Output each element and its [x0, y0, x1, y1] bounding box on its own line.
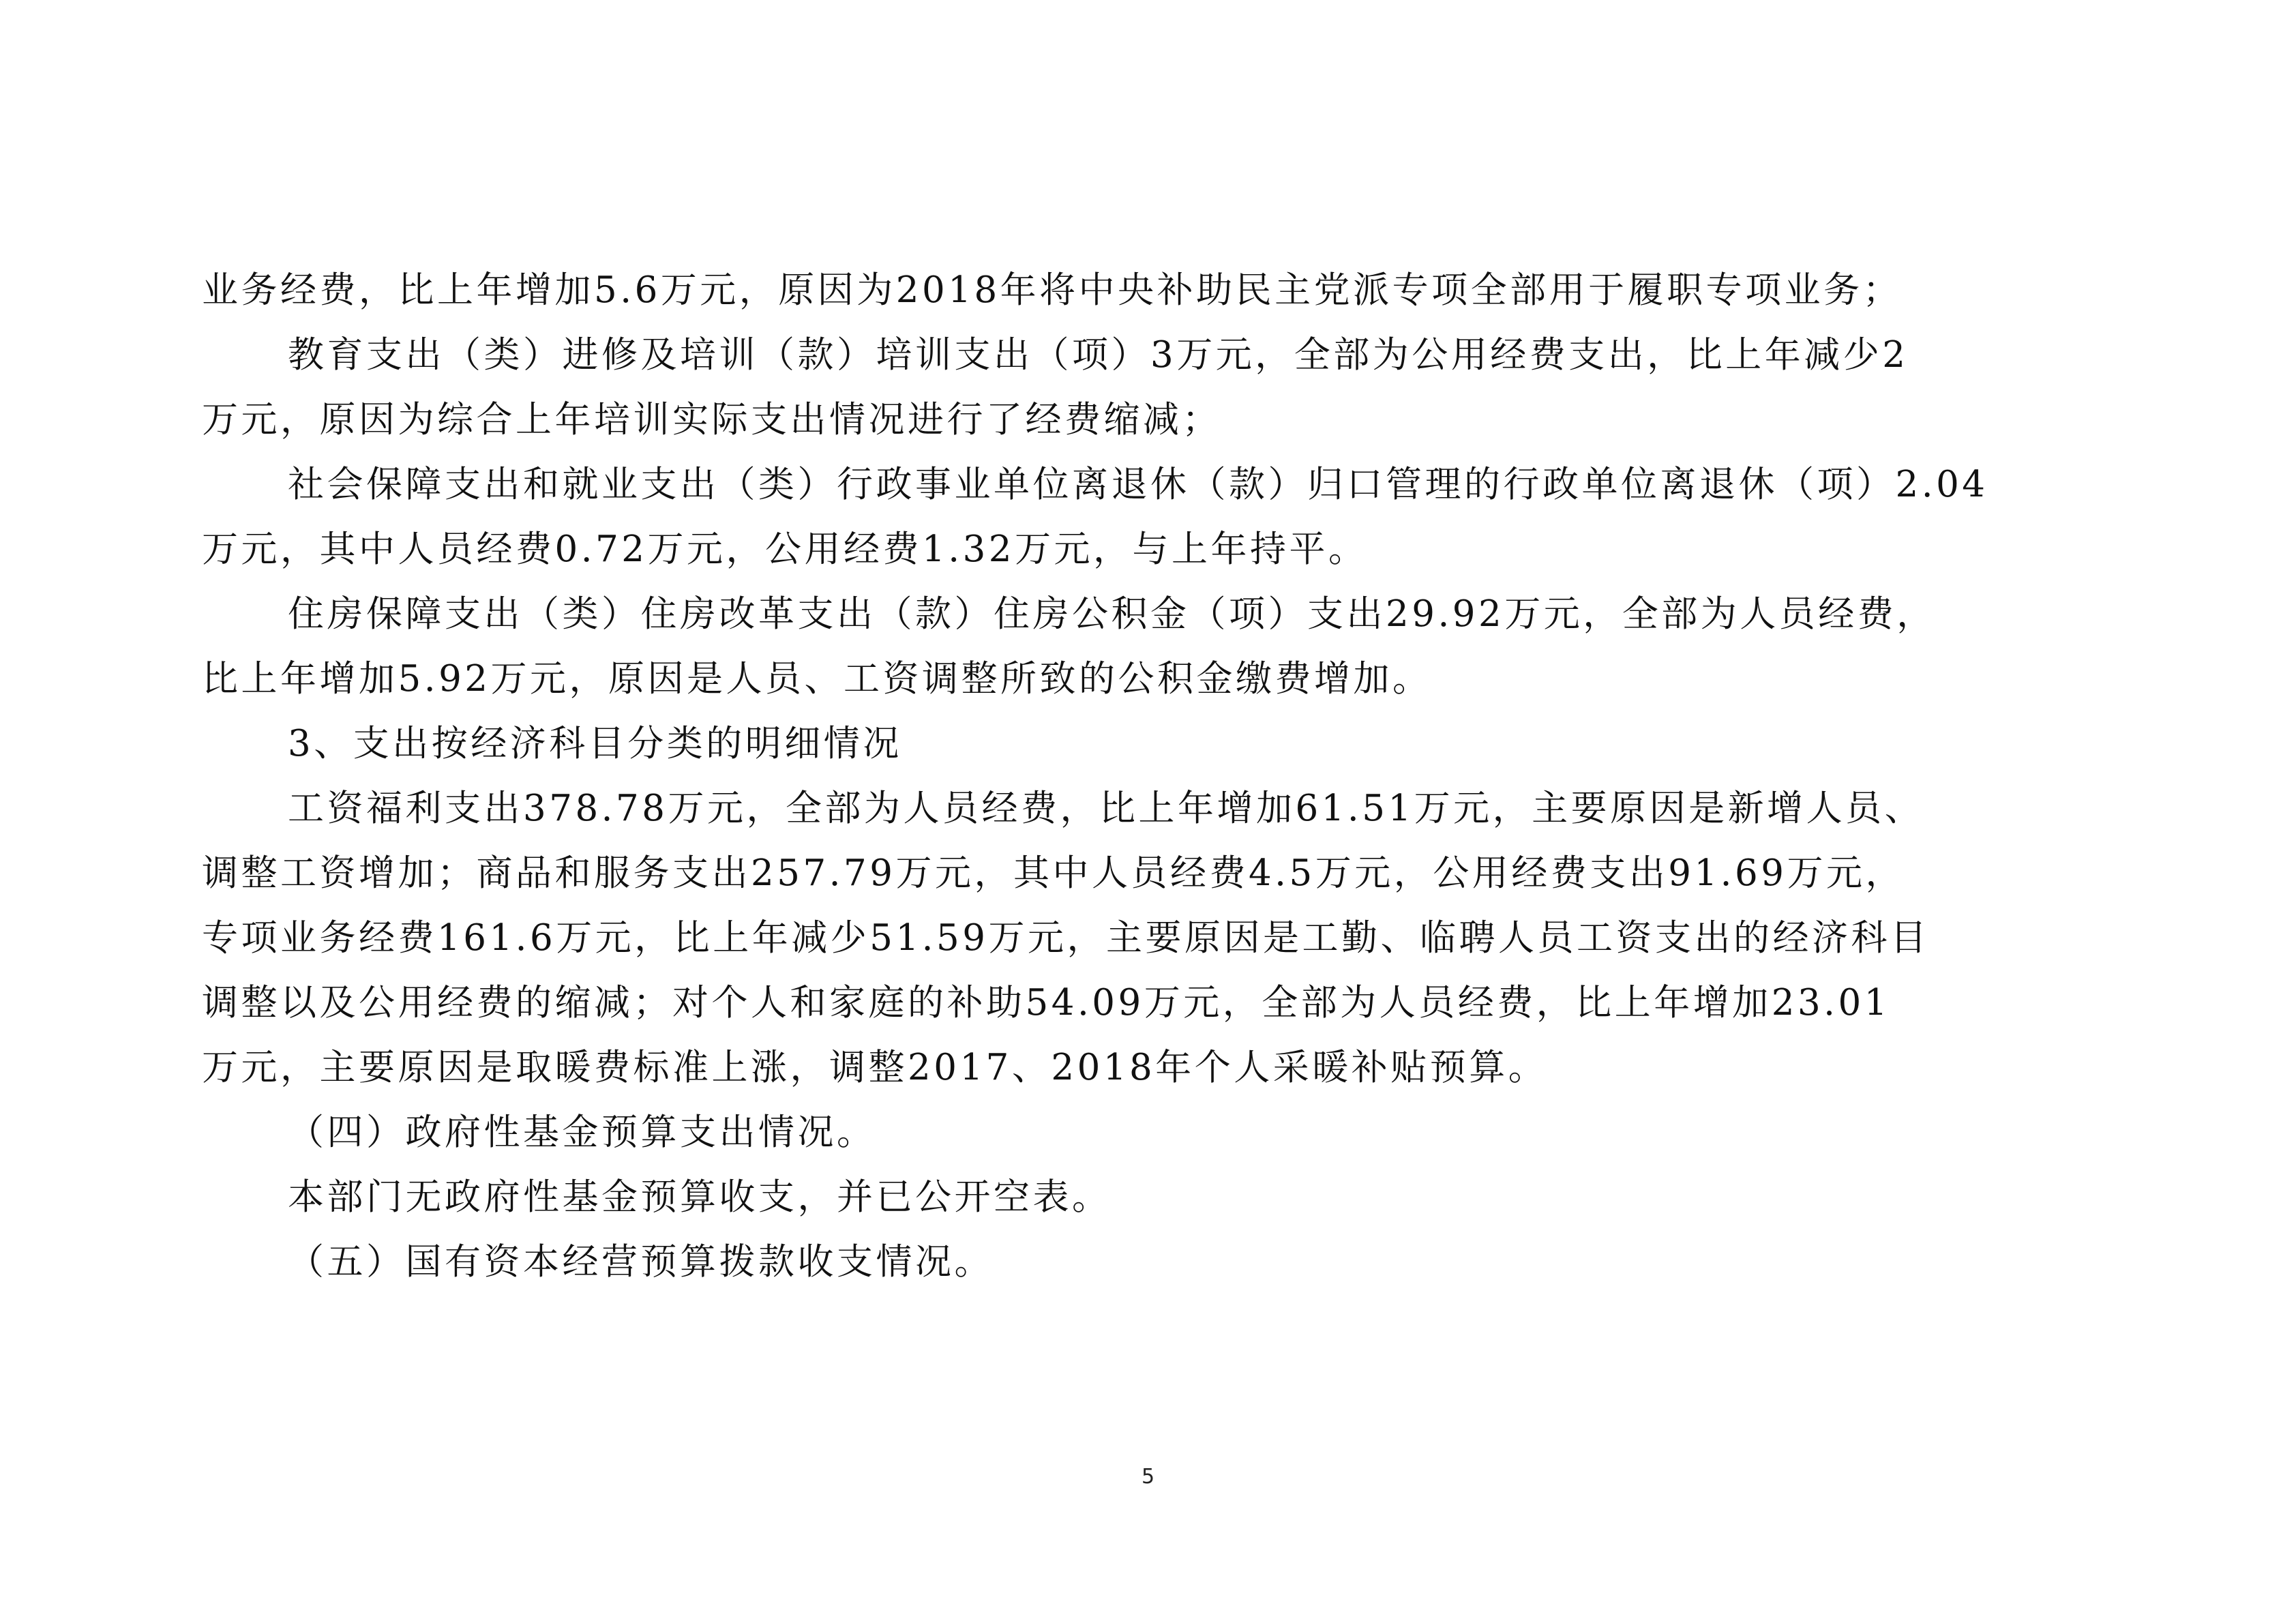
paragraph-line: 万元，原因为综合上年培训实际支出情况进行了经费缩减； [202, 399, 1221, 441]
paragraph-line: 专项业务经费161.6万元，比上年减少51.59万元，主要原因是工勤、临聘人员工资支出的经济科目 [202, 917, 1930, 959]
paragraph-line: 工资福利支出378.78万元，全部为人员经费，比上年增加61.51万元，主要原因是新增人员、 [288, 788, 1924, 829]
page-number: 5 [1141, 1465, 1155, 1489]
section-heading: （四）政府性基金预算支出情况。 [288, 1112, 876, 1153]
paragraph-line: 比上年增加5.92万元，原因是人员、工资调整所致的公积金缴费增加。 [202, 658, 1432, 700]
section-heading: 3、支出按经济科目分类的明细情况 [288, 723, 902, 764]
paragraph-line: 调整以及公用经费的缩减；对个人和家庭的补助54.09万元，全部为人员经费，比上年增加23.01 [202, 982, 1890, 1024]
section-heading: （五）国有资本经营预算拨款收支情况。 [288, 1241, 994, 1283]
document-body [202, 258, 2104, 1294]
paragraph-line: 调整工资增加；商品和服务支出257.79万元，其中人员经费4.5万元，公用经费支出91.69万元， [202, 852, 1905, 894]
paragraph-line: 住房保障支出（类）住房改革支出（款）住房公积金（项）支出29.92万元，全部为人员经费， [288, 593, 1936, 635]
paragraph-line: 本部门无政府性基金预算收支，并已公开空表。 [288, 1176, 1112, 1218]
paragraph-line: 教育支出（类）进修及培训（款）培训支出（项）3万元，全部为公用经费支出，比上年减少2 [288, 334, 1909, 376]
paragraph-line: 社会保障支出和就业支出（类）行政事业单位离退休（款）归口管理的行政单位离退休（项）2.04 [288, 464, 1988, 505]
paragraph-line: 万元，其中人员经费0.72万元，公用经费1.32万元，与上年持平。 [202, 528, 1368, 570]
paragraph-line: 万元，主要原因是取暖费标准上涨，调整2017、2018年个人采暖补贴预算。 [202, 1047, 1548, 1088]
paragraph-line: 业务经费，比上年增加5.6万元，原因为2018年将中央补助民主党派专项全部用于履职专项业务； [202, 269, 1903, 311]
